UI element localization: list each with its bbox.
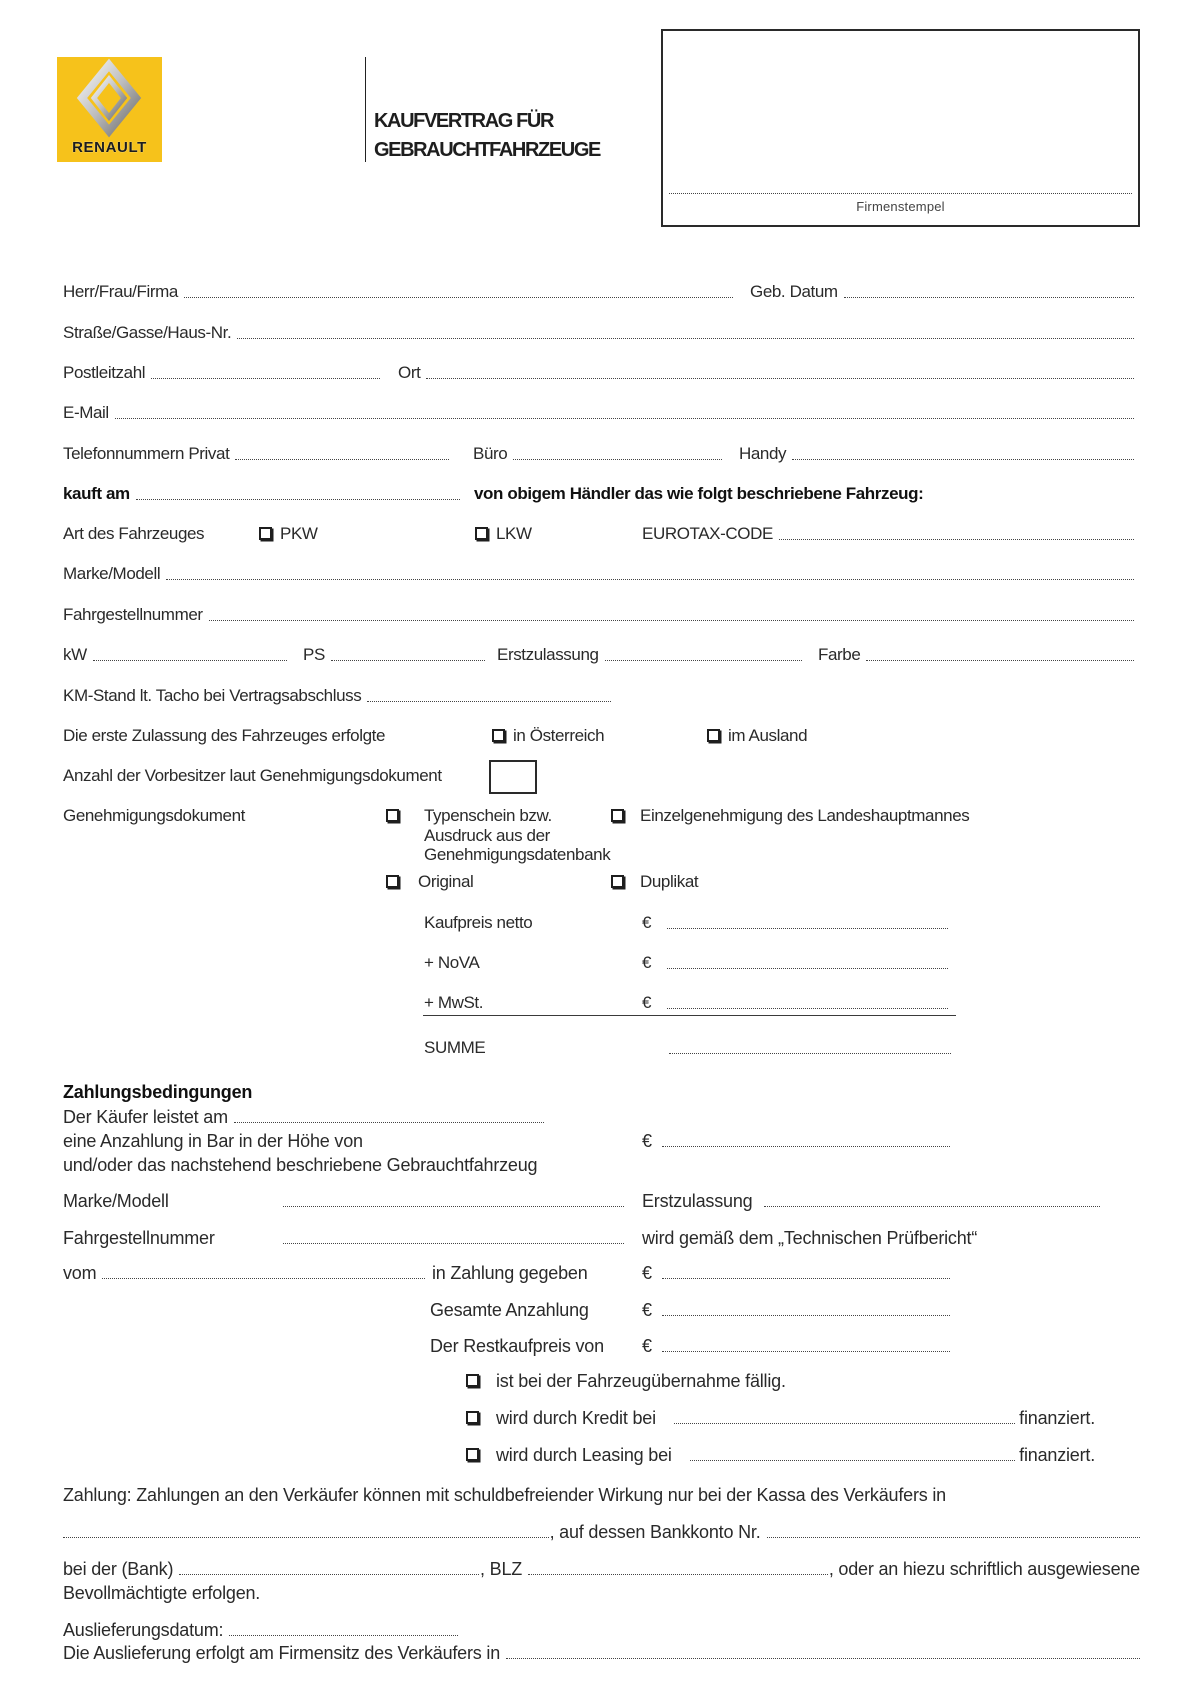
- tradein-make-row: [63, 1189, 169, 1211]
- street-field[interactable]: [237, 338, 1134, 339]
- total-field[interactable]: [669, 1053, 951, 1054]
- duplicate-checkbox[interactable]: [611, 875, 624, 888]
- remaining-label: Der Restkaufpreis von: [430, 1336, 604, 1356]
- mileage-label: KM-Stand lt. Tacho bei Vertragsabschluss: [63, 686, 362, 705]
- pkw-checkbox[interactable]: [259, 527, 272, 540]
- buyer-name-field[interactable]: [184, 297, 733, 298]
- kw-label: kW: [63, 645, 87, 664]
- first-reg-austria[interactable]: [492, 724, 604, 746]
- tradein-from-field[interactable]: [102, 1278, 425, 1279]
- kw-row: [63, 643, 293, 665]
- approval-doc-row: [63, 804, 245, 826]
- leasing-label: wird durch Leasing bei: [496, 1445, 672, 1465]
- authorized-text-b: Bevollmächtigte erfolgen.: [63, 1583, 261, 1603]
- previous-owners-row: [63, 764, 442, 786]
- total-down-label: Gesamte Anzahlung: [430, 1300, 589, 1320]
- remaining-field[interactable]: [662, 1351, 950, 1352]
- approval-duplicate[interactable]: [611, 870, 698, 892]
- down-payment-date-row: [63, 1105, 550, 1127]
- tradein-from-label: vom: [63, 1263, 97, 1283]
- phone-mobile-label: Handy: [739, 444, 787, 463]
- mileage-row: [63, 684, 617, 706]
- phone-office-row: [473, 442, 728, 464]
- tradein-make-label: Marke/Modell: [63, 1191, 169, 1211]
- tradein-intro-row: [63, 1153, 537, 1175]
- due-on-handover-checkbox[interactable]: [466, 1374, 479, 1387]
- vin-label: Fahrgestellnummer: [63, 605, 203, 624]
- color-field[interactable]: [866, 660, 1134, 661]
- city-row: [398, 361, 1140, 383]
- total-down-field[interactable]: [662, 1315, 950, 1316]
- delivery-place-label: Die Auslieferung erfolgt am Firmensitz des Verkäufers in: [63, 1643, 500, 1663]
- currency-symbol: €: [642, 1263, 652, 1283]
- eurotax-row: [642, 522, 1140, 544]
- document-title: [374, 107, 600, 165]
- phone-office-label: Büro: [473, 444, 508, 463]
- type-certificate-line-2: Ausdruck aus der: [424, 825, 550, 845]
- vat-label: + MwSt.: [424, 993, 484, 1012]
- phone-mobile-row: [739, 442, 1140, 464]
- nova-field[interactable]: [667, 968, 948, 969]
- currency-symbol: €: [642, 1131, 652, 1151]
- remaining-row: [430, 1334, 604, 1356]
- title-line-1: KAUFVERTRAG FÜR: [374, 110, 553, 132]
- option-credit-row: [466, 1406, 1095, 1428]
- vin-field[interactable]: [209, 620, 1134, 621]
- color-row: [818, 643, 1140, 665]
- birth-date-row: [750, 280, 1140, 302]
- delivery-date-label: Auslieferungsdatum:: [63, 1620, 224, 1640]
- total-down-row: [430, 1298, 589, 1320]
- tradein-from-row: [63, 1261, 425, 1283]
- cash-label: eine Anzahlung in Bar in der Höhe von: [63, 1131, 363, 1151]
- original-checkbox[interactable]: [386, 875, 399, 888]
- bank-label: bei der (Bank): [63, 1559, 174, 1579]
- payment-heading: Zahlungsbedingungen: [63, 1082, 253, 1102]
- abroad-checkbox[interactable]: [707, 729, 720, 742]
- tradein-intro: und/oder das nachstehend beschriebene Gebrauchtfahrzeug: [63, 1155, 538, 1175]
- settlement-text: Zahlung: Zahlungen an den Verkäufer können mit schuldbefreiender Wirkung nur bei der Kassa des Verkäufers in: [63, 1485, 946, 1505]
- purchase-statement-row: [474, 482, 923, 504]
- make-model-field[interactable]: [166, 579, 1134, 580]
- tradein-make-line: [283, 1189, 624, 1211]
- stamp-dotted-line: [669, 193, 1132, 194]
- vehicle-type-label: Art des Fahrzeuges: [63, 524, 205, 543]
- due-on-handover-label: ist bei der Fahrzeugübernahme fällig.: [496, 1371, 786, 1391]
- previous-owners-label: Anzahl der Vorbesitzer laut Genehmigungsdokument: [63, 766, 442, 785]
- pkw-label: PKW: [280, 524, 318, 543]
- previous-owners-box[interactable]: [489, 760, 537, 794]
- buyer-name-row: [63, 280, 739, 302]
- net-price-amount: [642, 911, 948, 933]
- option-leasing-row: [466, 1443, 1095, 1465]
- total-down-amount: [642, 1298, 950, 1320]
- payment-place-field[interactable]: [63, 1537, 549, 1538]
- individual-approval-checkbox[interactable]: [611, 809, 624, 822]
- purchase-date-label: kauft am: [63, 484, 130, 503]
- zip-label: Postleitzahl: [63, 363, 146, 382]
- tradein-value-row: [432, 1261, 588, 1283]
- approval-original[interactable]: [386, 870, 473, 892]
- austria-label: in Österreich: [513, 726, 605, 745]
- tradein-value-field[interactable]: [662, 1278, 950, 1279]
- vat-row: [424, 991, 483, 1013]
- net-price-row: [424, 911, 532, 933]
- vehicle-type-lkw[interactable]: [475, 522, 532, 544]
- account-label: , auf dessen Bankkonto Nr.: [549, 1522, 761, 1542]
- company-stamp-box[interactable]: [661, 29, 1140, 227]
- approval-type-a-checkbox-wrap[interactable]: [386, 804, 407, 826]
- settlement-line-3: [63, 1557, 1140, 1579]
- phone-office-field[interactable]: [513, 459, 722, 460]
- city-label: Ort: [398, 363, 421, 382]
- type-certificate-checkbox[interactable]: [386, 809, 399, 822]
- credit-financed-suffix: finanziert.: [1019, 1408, 1095, 1428]
- kw-field[interactable]: [93, 660, 287, 661]
- tradein-first-reg-label: Erstzulassung: [642, 1191, 753, 1211]
- total-row: [424, 1036, 485, 1058]
- credit-checkbox[interactable]: [466, 1411, 479, 1424]
- delivery-date-row: [63, 1618, 458, 1640]
- leasing-company-field[interactable]: [690, 1460, 1015, 1461]
- currency-symbol: €: [642, 1300, 652, 1320]
- nova-label: + NoVA: [424, 953, 480, 972]
- ps-field[interactable]: [331, 660, 485, 661]
- original-label: Original: [418, 872, 474, 891]
- tradein-vin-field[interactable]: [283, 1243, 624, 1244]
- purchase-date-row: [63, 482, 466, 504]
- vehicle-type-row: [63, 522, 204, 544]
- first-registration-label: Erstzulassung: [497, 645, 599, 664]
- purchase-date-field[interactable]: [136, 499, 460, 500]
- nova-row: [424, 951, 479, 973]
- vin-row: [63, 603, 1140, 625]
- delivery-place-field[interactable]: [506, 1658, 1140, 1659]
- birth-date-label: Geb. Datum: [750, 282, 838, 301]
- lkw-label: LKW: [496, 524, 532, 543]
- vat-field[interactable]: [667, 1008, 948, 1009]
- total-label: SUMME: [424, 1038, 486, 1057]
- total-amount: [669, 1036, 951, 1058]
- phone-mobile-field[interactable]: [792, 459, 1134, 460]
- color-label: Farbe: [818, 645, 861, 664]
- payment-heading-row: [63, 1080, 252, 1102]
- zip-field[interactable]: [151, 378, 380, 379]
- zip-row: [63, 361, 386, 383]
- logo-wordmark: RENAULT: [72, 139, 147, 156]
- blz-field[interactable]: [528, 1574, 828, 1575]
- individual-approval-label: Einzelgenehmigung des Landeshauptmannes: [640, 806, 970, 825]
- purchase-statement: von obigem Händler das wie folgt beschriebene Fahrzeug:: [474, 484, 924, 503]
- tradein-value-label: in Zahlung gegeben: [432, 1263, 588, 1283]
- street-row: [63, 321, 1140, 343]
- currency-symbol: €: [642, 993, 652, 1012]
- header-divider: [365, 57, 366, 162]
- eurotax-field[interactable]: [779, 539, 1134, 540]
- tradein-first-reg-field[interactable]: [764, 1206, 1100, 1207]
- credit-label: wird durch Kredit bei: [496, 1408, 656, 1428]
- phone-private-label: Telefonnummern Privat: [63, 444, 230, 463]
- austria-checkbox[interactable]: [492, 729, 505, 742]
- tradein-value-amount: [642, 1261, 950, 1283]
- tradein-first-reg-row: [642, 1189, 1100, 1211]
- nova-amount: [642, 951, 948, 973]
- ps-label: PS: [303, 645, 325, 664]
- phone-private-field[interactable]: [235, 459, 449, 460]
- buyer-name-label: Herr/Frau/Firma: [63, 282, 178, 301]
- credit-lender-field[interactable]: [674, 1423, 1015, 1424]
- duplicate-label: Duplikat: [640, 872, 699, 891]
- abroad-label: im Ausland: [728, 726, 808, 745]
- phone-private-row: [63, 442, 455, 464]
- net-price-field[interactable]: [667, 928, 948, 929]
- cash-field[interactable]: [662, 1146, 950, 1147]
- tradein-report-text: wird gemäß dem „Technischen Prüfbericht“: [642, 1228, 978, 1248]
- renault-logo: [57, 57, 162, 162]
- first-registration-row: [497, 643, 808, 665]
- approval-doc-label: Genehmigungsdokument: [63, 806, 245, 825]
- currency-symbol: €: [642, 953, 652, 972]
- title-line-2: GEBRAUCHTFAHRZEUGE: [374, 139, 600, 161]
- leasing-financed-suffix: finanziert.: [1019, 1445, 1095, 1465]
- stamp-label: Firmenstempel: [856, 199, 945, 214]
- delivery-place-row: [63, 1641, 1140, 1663]
- down-payment-date-field[interactable]: [234, 1122, 544, 1123]
- down-payment-date-label: Der Käufer leistet am: [63, 1107, 228, 1127]
- tradein-vin-line: [283, 1226, 624, 1248]
- email-label: E-Mail: [63, 403, 109, 422]
- first-registration-field[interactable]: [605, 660, 802, 661]
- tradein-vin-row: [63, 1226, 215, 1248]
- bank-name-field[interactable]: [179, 1574, 479, 1575]
- cash-row: [63, 1129, 363, 1151]
- type-certificate-line-3: Genehmigungsdatenbank: [424, 845, 611, 864]
- first-reg-abroad[interactable]: [707, 724, 807, 746]
- ps-row: [303, 643, 491, 665]
- first-reg-place-row: [63, 724, 385, 746]
- settlement-line-2: [63, 1520, 1140, 1542]
- currency-symbol: €: [642, 1336, 652, 1356]
- type-certificate-label: [424, 806, 610, 865]
- delivery-date-field[interactable]: [229, 1635, 458, 1636]
- email-field[interactable]: [115, 418, 1134, 419]
- vat-amount: [642, 991, 948, 1013]
- subtotal-rule: [423, 1015, 956, 1016]
- type-certificate-line-1: Typenschein bzw.: [424, 806, 552, 825]
- lkw-checkbox[interactable]: [475, 527, 488, 540]
- remaining-amount: [642, 1334, 950, 1356]
- eurotax-label: EUROTAX-CODE: [642, 524, 773, 543]
- cash-amount: [642, 1129, 950, 1151]
- net-price-label: Kaufpreis netto: [424, 913, 533, 932]
- city-field[interactable]: [426, 378, 1134, 379]
- blz-label: , BLZ: [480, 1559, 523, 1579]
- mileage-field[interactable]: [367, 701, 611, 702]
- option-due-row[interactable]: [466, 1369, 786, 1391]
- email-row: [63, 401, 1140, 423]
- approval-type-b[interactable]: [611, 804, 969, 826]
- street-label: Straße/Gasse/Haus-Nr.: [63, 323, 232, 342]
- tradein-make-field[interactable]: [283, 1206, 624, 1207]
- account-number-field[interactable]: [767, 1537, 1141, 1538]
- settlement-line-4: [63, 1581, 260, 1603]
- leasing-checkbox[interactable]: [466, 1448, 479, 1461]
- first-reg-place-label: Die erste Zulassung des Fahrzeuges erfolgte: [63, 726, 386, 745]
- authorized-text-a: , oder an hiezu schriftlich ausgewiesene: [828, 1559, 1140, 1579]
- settlement-line-1: [63, 1483, 946, 1505]
- currency-symbol: €: [642, 913, 652, 932]
- vehicle-type-pkw[interactable]: [259, 522, 318, 544]
- make-model-row: [63, 562, 1140, 584]
- make-model-label: Marke/Modell: [63, 564, 161, 583]
- tradein-report-row: [642, 1226, 977, 1248]
- birth-date-field[interactable]: [844, 297, 1134, 298]
- tradein-vin-label: Fahrgestellnummer: [63, 1228, 215, 1248]
